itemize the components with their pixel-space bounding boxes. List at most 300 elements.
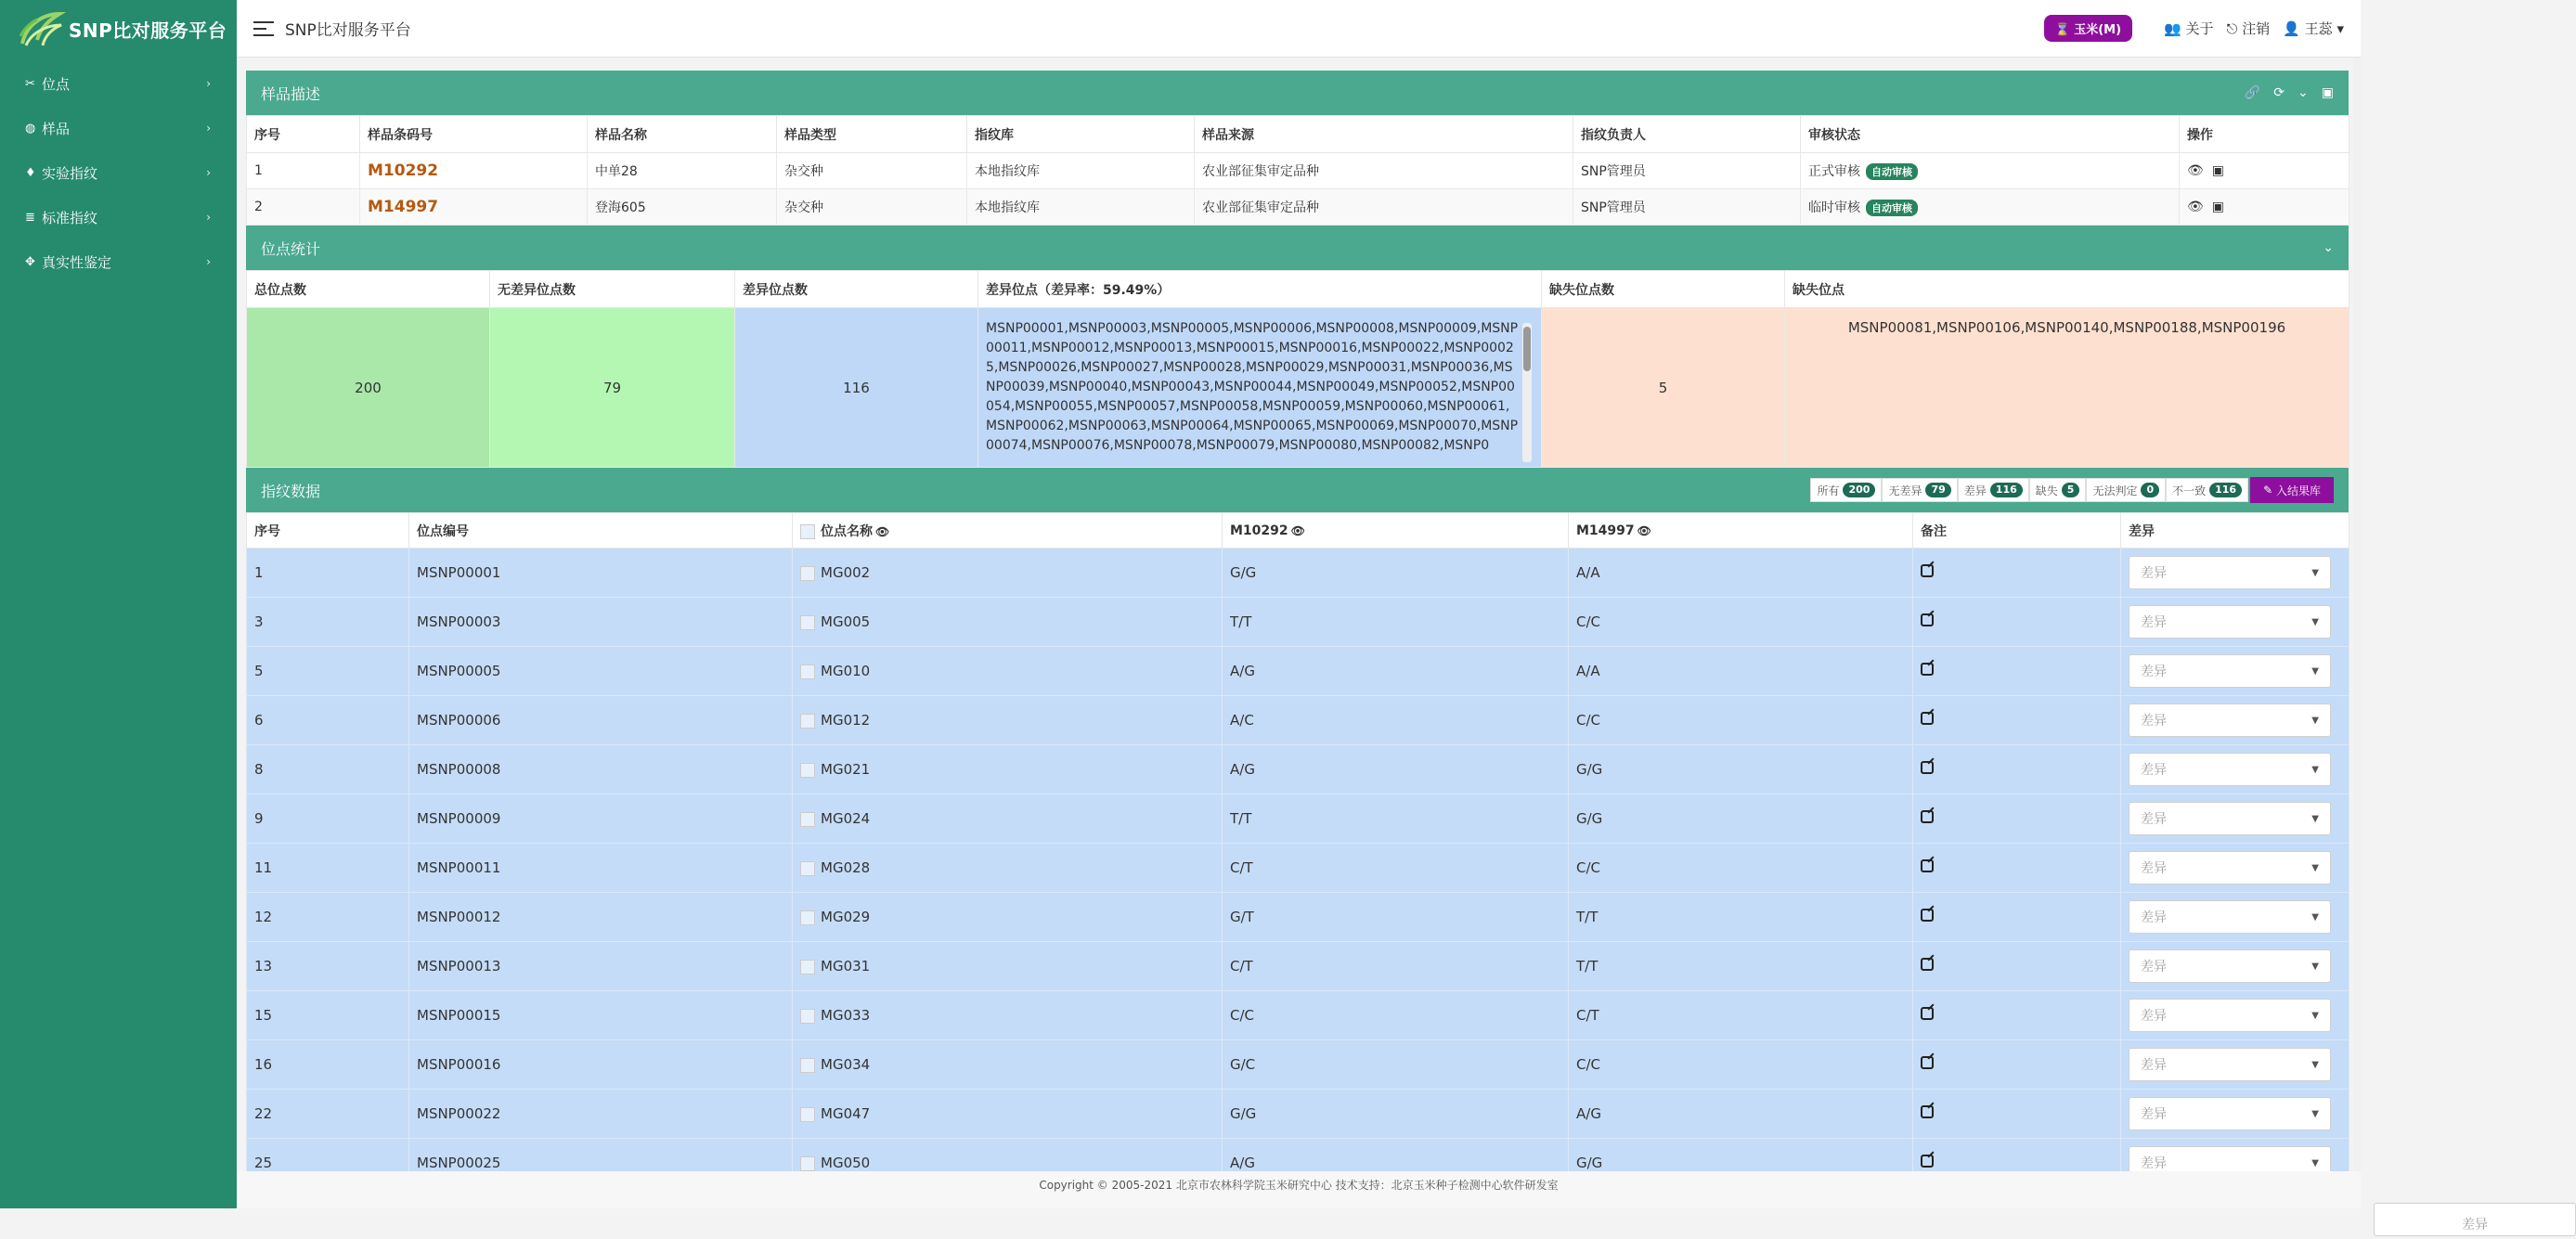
sample-name: 登海605 bbox=[588, 189, 777, 226]
eye-icon[interactable]: 👁 bbox=[875, 524, 890, 538]
row-checkbox[interactable] bbox=[800, 665, 815, 679]
genotype-sample2: C/C bbox=[1569, 696, 1913, 745]
diff-select[interactable] bbox=[2129, 703, 2331, 737]
select-all-checkbox[interactable] bbox=[800, 524, 815, 539]
table-row bbox=[247, 189, 2349, 226]
sidebar-item-standard-fingerprint[interactable] bbox=[0, 195, 237, 239]
diff-select-value: 差异 bbox=[2141, 665, 2167, 679]
diff-cell bbox=[2121, 991, 2349, 1040]
caret-down-icon: ▼ bbox=[2311, 764, 2319, 775]
diff-select[interactable] bbox=[2129, 900, 2331, 934]
diff-select-value: 差异 bbox=[2141, 1107, 2167, 1122]
genotype-sample1: A/C bbox=[1223, 696, 1569, 745]
crop-switch-button[interactable]: ⌛ 玉米(M) bbox=[2044, 15, 2133, 42]
chevron-right-icon: › bbox=[206, 255, 211, 268]
genotype-sample2: G/G bbox=[1569, 745, 1913, 794]
leaf-logo-icon bbox=[17, 8, 65, 49]
genotype-sample2: A/A bbox=[1569, 549, 1913, 598]
image-icon[interactable]: ▣ bbox=[2211, 200, 2224, 214]
sidebar-item-label: 位点 bbox=[42, 75, 71, 93]
diff-select-value: 差异 bbox=[2141, 763, 2167, 778]
edit-note-icon[interactable] bbox=[1921, 810, 1934, 823]
view-eye-icon[interactable]: 👁 bbox=[2187, 200, 2204, 214]
layers-icon: ≣ bbox=[25, 210, 35, 225]
diff-cell bbox=[2121, 794, 2349, 844]
col-header: 样品条码号 bbox=[360, 116, 588, 153]
col-header: 序号 bbox=[247, 116, 360, 153]
genotype-sample1: A/G bbox=[1223, 647, 1569, 696]
user-icon: 👤 bbox=[2283, 20, 2300, 37]
col-header: 样品类型 bbox=[777, 116, 967, 153]
note-cell bbox=[1913, 745, 2121, 794]
table-row bbox=[247, 1090, 2349, 1139]
table-row bbox=[247, 844, 2349, 893]
fingerprint-lib: 本地指纹库 bbox=[967, 189, 1195, 226]
genotype-sample1: A/G bbox=[1223, 1139, 1569, 1188]
copyright-text: Copyright © 2005-2021 北京市农林科学院玉米研究中心 技术支持：北京玉米种子检测中心软件研发室 bbox=[1039, 1179, 1559, 1192]
caret-down-icon: ▼ bbox=[2311, 961, 2319, 972]
total-count: 200 bbox=[247, 308, 490, 468]
genotype-sample1: G/T bbox=[1223, 893, 1569, 942]
stats-panel-tools bbox=[2323, 240, 2334, 255]
genotype-sample1: G/G bbox=[1223, 549, 1569, 598]
note-cell bbox=[1913, 696, 2121, 745]
genotype-sample1: G/G bbox=[1223, 1090, 1569, 1139]
view-eye-icon[interactable]: 👁 bbox=[2187, 163, 2204, 178]
site-name-cell bbox=[793, 1040, 1223, 1090]
fingerprint-table bbox=[246, 512, 2349, 1188]
review-status-cell bbox=[1801, 189, 2180, 226]
diff-select-value: 差异 bbox=[2141, 1156, 2167, 1171]
edit-note-icon[interactable] bbox=[1921, 663, 1934, 676]
pencil-icon: ✎ bbox=[2263, 484, 2273, 497]
genotype-sample2: C/T bbox=[1569, 991, 1913, 1040]
brand-title: SNP比对服务平台 bbox=[69, 19, 227, 42]
filter-diff[interactable] bbox=[1958, 478, 2029, 502]
site-id: MSNP00006 bbox=[409, 696, 793, 745]
sidebar-item-samples[interactable] bbox=[0, 106, 237, 150]
caret-down-icon: ▼ bbox=[2311, 1010, 2319, 1021]
sidebar-item-authenticity[interactable] bbox=[0, 239, 237, 284]
diff-cell bbox=[2121, 844, 2349, 893]
edit-note-icon[interactable] bbox=[1921, 761, 1934, 774]
note-cell bbox=[1913, 1040, 2121, 1090]
site-id: MSNP00008 bbox=[409, 745, 793, 794]
col-header: 操作 bbox=[2180, 116, 2349, 153]
genotype-sample1: G/C bbox=[1223, 1040, 1569, 1090]
site-name: MG047 bbox=[821, 1105, 871, 1122]
row-checkbox[interactable] bbox=[800, 1107, 815, 1122]
sample-type: 杂交种 bbox=[777, 153, 967, 189]
col-header-site: 位点编号 bbox=[409, 513, 793, 549]
review-status: 正式审核 bbox=[1808, 164, 1860, 179]
genotype-sample1: C/C bbox=[1223, 991, 1569, 1040]
main-content bbox=[246, 71, 2349, 1188]
table-row bbox=[247, 1040, 2349, 1090]
sidebar-nav bbox=[0, 61, 237, 284]
diff-select-value: 差异 bbox=[2141, 714, 2167, 729]
sample-name: 中单28 bbox=[588, 153, 777, 189]
filter-label: 不一致 bbox=[2172, 484, 2207, 497]
fingerprint-table-body bbox=[247, 549, 2349, 1188]
sample-code-link[interactable]: M10292 bbox=[368, 161, 439, 180]
diff-sites-text: MSNP00001,MSNP00003,MSNP00005,MSNP00006,MSNP00008,MSNP00009,MSNP00011,MSNP00012,MSNP00013,MSNP00015,MSNP00016,MSNP00022,MSNP00025,MSNP00026,MSNP00027,MSNP00028,MSNP00029,MSNP00031,MSNP00036,MSNP00039,MSNP00040,MSNP00043,MSNP00044,MSNP00049,MSNP00052,MSNP00054,MSNP00055,MSNP00057,MSNP00058,MSNP00059,MSNP00060,MSNP00061,MSNP00062,MSNP00063,MSNP00064,MSNP00065,MSNP00069,MSNP00070,MSNP00074,MSNP00076,MSNP00078,MSNP00079,MSNP00080,MSNP00082,MSNP0 bbox=[986, 320, 1519, 453]
filter-count: 5 bbox=[2062, 483, 2080, 497]
diff-cell bbox=[2121, 893, 2349, 942]
note-cell bbox=[1913, 794, 2121, 844]
diff-select-value: 差异 bbox=[2141, 1009, 2167, 1024]
store-results-button[interactable] bbox=[2250, 477, 2334, 503]
about-link[interactable] bbox=[2164, 19, 2213, 38]
site-name-cell bbox=[793, 647, 1223, 696]
sidebar-item-label: 标准指纹 bbox=[42, 209, 98, 226]
site-id: MSNP00022 bbox=[409, 1090, 793, 1139]
site-id: MSNP00009 bbox=[409, 794, 793, 844]
site-name: MG021 bbox=[821, 761, 871, 778]
row-checkbox[interactable] bbox=[800, 861, 815, 876]
site-name: MG024 bbox=[821, 810, 871, 827]
genotype-sample1: C/T bbox=[1223, 942, 1569, 991]
row-checkbox[interactable] bbox=[800, 763, 815, 778]
table-row bbox=[247, 696, 2349, 745]
col-header-no: 序号 bbox=[247, 513, 409, 549]
diff-select-value: 差异 bbox=[2462, 1218, 2488, 1233]
diff-sites-scrollbar[interactable] bbox=[1522, 323, 1532, 462]
site-name: MG012 bbox=[821, 712, 871, 729]
site-name-cell bbox=[793, 745, 1223, 794]
missing-count: 5 bbox=[1542, 308, 1785, 468]
sidebar-item-label: 真实性鉴定 bbox=[42, 253, 112, 271]
site-name: MG033 bbox=[821, 1007, 871, 1024]
sample-panel-title: 样品描述 bbox=[261, 84, 321, 103]
note-cell bbox=[1913, 844, 2121, 893]
col-header: 差异位点（差异率：59.49%） bbox=[978, 271, 1542, 308]
diff-select-value: 差异 bbox=[2141, 812, 2167, 827]
user-name: 王蕊 bbox=[2304, 20, 2333, 37]
site-name-cell bbox=[793, 598, 1223, 647]
diff-select-value: 差异 bbox=[2141, 960, 2167, 974]
table-header-row bbox=[247, 513, 2349, 549]
genotype-sample2: C/C bbox=[1569, 844, 1913, 893]
sidebar-item-label: 样品 bbox=[42, 120, 71, 137]
chevron-right-icon: › bbox=[206, 211, 211, 224]
review-status: 临时审核 bbox=[1808, 200, 1860, 215]
row-checkbox[interactable] bbox=[800, 960, 815, 974]
filter-label: 缺失 bbox=[2035, 484, 2058, 497]
brand[interactable] bbox=[0, 0, 237, 58]
genotype-sample1: A/G bbox=[1223, 745, 1569, 794]
row-no: 15 bbox=[247, 991, 409, 1040]
filter-inconsistent[interactable] bbox=[2166, 478, 2248, 502]
diff-cell bbox=[2121, 549, 2349, 598]
row-checkbox[interactable] bbox=[800, 615, 815, 630]
site-name-cell bbox=[793, 1090, 1223, 1139]
diff-cell bbox=[2121, 647, 2349, 696]
drop-icon: ♦ bbox=[25, 165, 36, 180]
sample-code-cell bbox=[360, 189, 588, 226]
row-checkbox[interactable] bbox=[800, 566, 815, 581]
table-row bbox=[247, 794, 2349, 844]
top-right-actions bbox=[2044, 15, 2345, 42]
sample-code-link[interactable]: M14997 bbox=[368, 198, 439, 216]
filter-count: 200 bbox=[1843, 483, 1875, 497]
row-no: 16 bbox=[247, 1040, 409, 1090]
filter-label: 所有 bbox=[1817, 484, 1840, 497]
diff-cell bbox=[2121, 1090, 2349, 1139]
table-row bbox=[247, 745, 2349, 794]
filter-label: 无差异 bbox=[1888, 484, 1922, 497]
site-id: MSNP00011 bbox=[409, 844, 793, 893]
diff-select-value: 差异 bbox=[2141, 1058, 2167, 1073]
image-icon[interactable]: ▣ bbox=[2211, 163, 2224, 178]
genotype-sample2: C/C bbox=[1569, 598, 1913, 647]
diff-select[interactable] bbox=[2374, 1203, 2576, 1236]
col-header: 缺失位点 bbox=[1785, 271, 2349, 308]
row-checkbox[interactable] bbox=[800, 812, 815, 827]
row-no: 9 bbox=[247, 794, 409, 844]
sidebar-item-experiment-fingerprint[interactable] bbox=[0, 150, 237, 195]
edit-note-icon[interactable] bbox=[1921, 909, 1934, 922]
site-id: MSNP00016 bbox=[409, 1040, 793, 1090]
genotype-sample1: T/T bbox=[1223, 598, 1569, 647]
row-no: 1 bbox=[247, 549, 409, 598]
filter-undetermined[interactable] bbox=[2086, 478, 2166, 502]
site-id: MSNP00025 bbox=[409, 1139, 793, 1188]
col-header-name-label: 位点名称 bbox=[821, 523, 873, 539]
diff-select[interactable] bbox=[2129, 949, 2331, 983]
row-no: 2 bbox=[247, 189, 360, 226]
caret-down-icon: ▼ bbox=[2311, 715, 2319, 726]
site-name: MG028 bbox=[821, 859, 871, 876]
col-header: 样品来源 bbox=[1195, 116, 1573, 153]
store-results-label: 入结果库 bbox=[2275, 484, 2321, 497]
site-name: MG029 bbox=[821, 909, 871, 925]
diff-select[interactable] bbox=[2129, 654, 2331, 688]
row-no: 22 bbox=[247, 1090, 409, 1139]
genotype-sample2: T/T bbox=[1569, 942, 1913, 991]
row-no: 25 bbox=[247, 1139, 409, 1188]
stats-panel-header bbox=[246, 226, 2349, 270]
row-no: 8 bbox=[247, 745, 409, 794]
table-row bbox=[247, 893, 2349, 942]
edit-note-icon[interactable] bbox=[1921, 712, 1934, 725]
menu-toggle-icon[interactable] bbox=[253, 21, 274, 36]
logout-link[interactable] bbox=[2227, 19, 2271, 38]
note-cell bbox=[1913, 1090, 2121, 1139]
site-name: MG005 bbox=[821, 613, 871, 630]
genotype-sample1: C/T bbox=[1223, 844, 1569, 893]
edit-note-icon[interactable] bbox=[1921, 1007, 1934, 1020]
stats-table bbox=[246, 270, 2349, 468]
col-header-note: 备注 bbox=[1913, 513, 2121, 549]
diff-sites-list[interactable] bbox=[986, 317, 1534, 458]
table-row bbox=[247, 647, 2349, 696]
site-name: MG010 bbox=[821, 663, 871, 679]
edit-note-icon[interactable] bbox=[1921, 1056, 1934, 1069]
edit-note-icon[interactable] bbox=[1921, 1155, 1934, 1168]
filter-label: 差异 bbox=[1963, 484, 1987, 497]
row-no: 5 bbox=[247, 647, 409, 696]
caret-down-icon: ▼ bbox=[2311, 911, 2319, 923]
genotype-sample2: G/G bbox=[1569, 1139, 1913, 1188]
diff-select[interactable] bbox=[2129, 753, 2331, 786]
site-name-cell bbox=[793, 696, 1223, 745]
caret-down-icon: ▼ bbox=[2311, 1108, 2319, 1119]
sidebar-item-label: 实验指纹 bbox=[42, 164, 98, 182]
sidebar-item-loci[interactable] bbox=[0, 61, 237, 106]
caret-down-icon: ▼ bbox=[2311, 665, 2319, 677]
site-name-cell bbox=[793, 893, 1223, 942]
table-row bbox=[247, 153, 2349, 189]
site-id: MSNP00013 bbox=[409, 942, 793, 991]
site-id: MSNP00001 bbox=[409, 549, 793, 598]
page-scrollbar[interactable] bbox=[2353, 58, 2361, 1208]
site-name: MG002 bbox=[821, 564, 871, 581]
site-name-cell bbox=[793, 794, 1223, 844]
fingerprint-lib: 本地指纹库 bbox=[967, 153, 1195, 189]
row-checkbox[interactable] bbox=[800, 1009, 815, 1024]
collapse-icon[interactable]: ⌄ bbox=[2323, 240, 2334, 255]
diff-select[interactable] bbox=[2129, 1048, 2331, 1081]
globe-icon: ◍ bbox=[25, 121, 36, 136]
sidebar bbox=[0, 0, 237, 1208]
col-header-sample1-label: M10292 bbox=[1230, 523, 1288, 538]
genotype-sample2: A/A bbox=[1569, 647, 1913, 696]
row-no: 13 bbox=[247, 942, 409, 991]
link-icon[interactable]: 🔗 bbox=[2244, 85, 2261, 100]
diff-select[interactable] bbox=[2129, 1097, 2331, 1130]
col-header: 缺失位点数 bbox=[1542, 271, 1785, 308]
chevron-right-icon: › bbox=[206, 166, 211, 179]
diff-select[interactable] bbox=[2129, 802, 2331, 835]
page-title: SNP比对服务平台 bbox=[285, 21, 411, 40]
diff-select-value: 差异 bbox=[2141, 566, 2167, 581]
diff-select[interactable] bbox=[2129, 999, 2331, 1032]
genotype-sample2: C/C bbox=[1569, 1040, 1913, 1090]
filter-missing[interactable] bbox=[2029, 478, 2087, 502]
col-header-sample2-label: M14997 bbox=[1576, 523, 1635, 538]
site-name: MG050 bbox=[821, 1155, 871, 1171]
row-checkbox[interactable] bbox=[800, 1156, 815, 1171]
diff-select[interactable] bbox=[2129, 556, 2331, 589]
col-header-sample1 bbox=[1223, 513, 1569, 549]
logout-icon: ⎋ bbox=[2226, 20, 2238, 37]
sample-type: 杂交种 bbox=[777, 189, 967, 226]
filter-group bbox=[1810, 477, 2334, 503]
fingerprint-panel-title: 指纹数据 bbox=[261, 482, 321, 500]
table-row bbox=[247, 991, 2349, 1040]
edit-note-icon[interactable] bbox=[1921, 958, 1934, 971]
diff-cell bbox=[2121, 598, 2349, 647]
actions-cell bbox=[2180, 189, 2349, 226]
note-cell bbox=[1913, 942, 2121, 991]
diff-select[interactable] bbox=[2129, 851, 2331, 884]
row-no: 11 bbox=[247, 844, 409, 893]
caret-down-icon: ▼ bbox=[2311, 1059, 2319, 1070]
eye-icon[interactable]: 👁 bbox=[1290, 523, 1305, 537]
col-header: 审核状态 bbox=[1801, 116, 2180, 153]
chevron-right-icon: › bbox=[206, 122, 211, 135]
user-menu[interactable] bbox=[2283, 19, 2344, 38]
eye-icon[interactable]: 👁 bbox=[1637, 523, 1651, 537]
col-header-name bbox=[793, 513, 1223, 549]
site-id: MSNP00005 bbox=[409, 647, 793, 696]
stats-row bbox=[247, 308, 2349, 468]
note-cell bbox=[1913, 991, 2121, 1040]
site-id: MSNP00015 bbox=[409, 991, 793, 1040]
genotype-sample2: T/T bbox=[1569, 893, 1913, 942]
status-badge: 自动审核 bbox=[1866, 200, 1918, 216]
edit-note-icon[interactable] bbox=[1921, 564, 1934, 577]
fingerprint-owner: SNP管理员 bbox=[1573, 189, 1801, 226]
row-checkbox[interactable] bbox=[800, 1058, 815, 1073]
status-badge: 自动审核 bbox=[1866, 163, 1918, 180]
table-header-row bbox=[247, 271, 2349, 308]
col-header: 指纹负责人 bbox=[1573, 116, 1801, 153]
row-no: 12 bbox=[247, 893, 409, 942]
edit-note-icon[interactable] bbox=[1921, 1105, 1934, 1118]
edit-note-icon[interactable] bbox=[1921, 859, 1934, 872]
diff-count: 116 bbox=[735, 308, 978, 468]
diff-select-value: 差异 bbox=[2141, 615, 2167, 630]
sample-panel-tools bbox=[2245, 85, 2334, 100]
top-bar bbox=[237, 0, 2361, 58]
col-header-diff: 差异 bbox=[2121, 513, 2349, 549]
row-no: 6 bbox=[247, 696, 409, 745]
diff-select-value: 差异 bbox=[2141, 910, 2167, 925]
diff-cell bbox=[2121, 745, 2349, 794]
site-name-cell bbox=[793, 549, 1223, 598]
note-cell bbox=[1913, 598, 2121, 647]
refresh-icon[interactable]: ⟳ bbox=[2273, 85, 2285, 100]
diff-select[interactable] bbox=[2129, 605, 2331, 639]
site-name-cell bbox=[793, 942, 1223, 991]
caret-down-icon: ▼ bbox=[2311, 862, 2319, 873]
site-name: MG034 bbox=[821, 1056, 871, 1073]
note-cell bbox=[1913, 893, 2121, 942]
collapse-icon[interactable]: ⌄ bbox=[2298, 85, 2309, 100]
site-id: MSNP00003 bbox=[409, 598, 793, 647]
snp-icon: ✂ bbox=[25, 76, 35, 91]
filter-no-diff[interactable] bbox=[1882, 478, 1957, 502]
note-cell bbox=[1913, 647, 2121, 696]
missing-sites: MSNP00081,MSNP00106,MSNP00140,MSNP00188,MSNP00196 bbox=[1785, 308, 2349, 468]
sample-code-cell bbox=[360, 153, 588, 189]
table-header-row bbox=[247, 116, 2349, 153]
diff-cell bbox=[2121, 1040, 2349, 1090]
row-checkbox[interactable] bbox=[800, 714, 815, 729]
image-icon[interactable]: ▣ bbox=[2321, 85, 2334, 100]
genotype-sample1: T/T bbox=[1223, 794, 1569, 844]
row-no: 1 bbox=[247, 153, 360, 189]
row-checkbox[interactable] bbox=[800, 910, 815, 925]
col-header: 指纹库 bbox=[967, 116, 1195, 153]
table-row bbox=[247, 598, 2349, 647]
col-header: 无差异位点数 bbox=[490, 271, 735, 308]
actions-cell bbox=[2180, 153, 2349, 189]
logout-label: 注销 bbox=[2242, 20, 2271, 37]
site-id: MSNP00012 bbox=[409, 893, 793, 942]
users-icon: 👥 bbox=[2164, 20, 2181, 37]
site-name-cell bbox=[793, 991, 1223, 1040]
filter-all[interactable] bbox=[1810, 478, 1882, 502]
sample-table bbox=[246, 115, 2349, 226]
site-name: MG031 bbox=[821, 958, 871, 974]
edit-note-icon[interactable] bbox=[1921, 613, 1934, 626]
crop-label: 玉米(M) bbox=[2074, 23, 2122, 37]
row-no: 3 bbox=[247, 598, 409, 647]
filter-count: 0 bbox=[2141, 483, 2159, 497]
